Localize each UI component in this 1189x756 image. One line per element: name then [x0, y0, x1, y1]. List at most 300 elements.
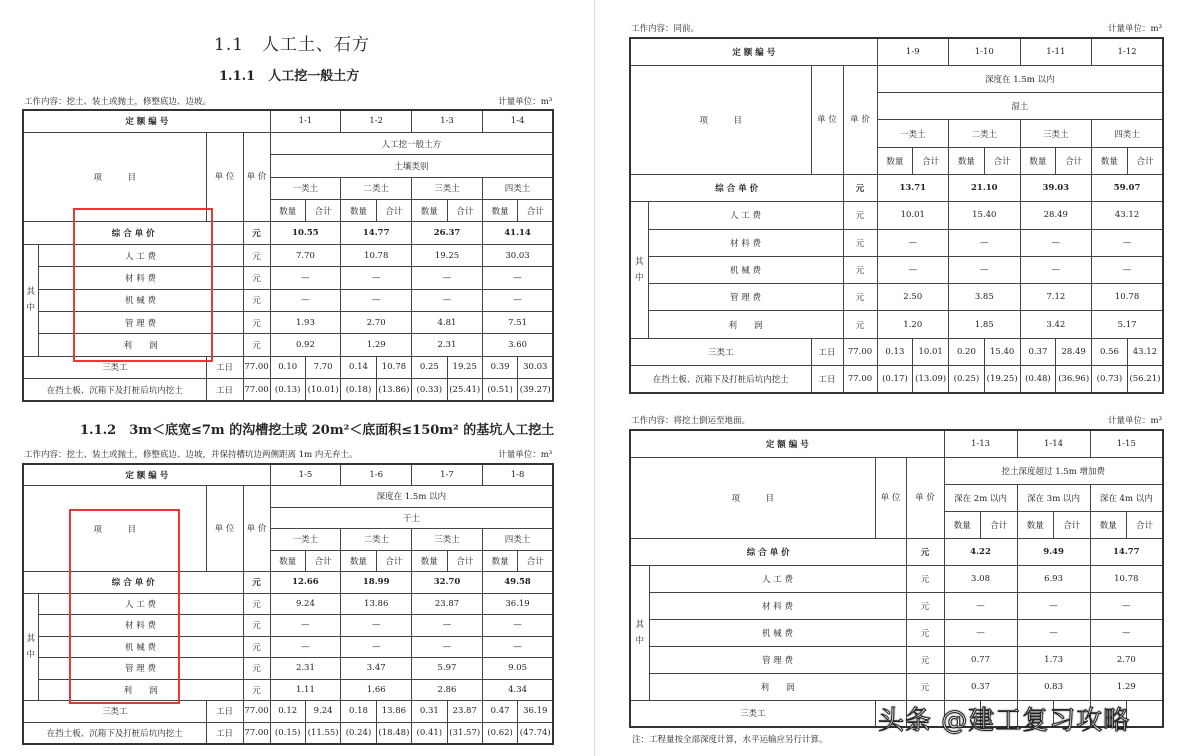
row-unit: 元 [243, 267, 270, 289]
labor-value: 0.37 [1020, 338, 1056, 365]
labor-value: (19.25) [984, 366, 1020, 393]
price-header: 单 价 [906, 457, 944, 538]
row-value: 7.51 [482, 312, 553, 334]
category-header: 人工挖一般土方 [270, 132, 553, 154]
row-label: 材 料 费 [649, 592, 906, 619]
subcategory-header: 一类土 [270, 529, 341, 551]
row-unit: 元 [843, 202, 877, 229]
labor-value: 0.31 [412, 701, 447, 723]
row-label: 利 润 [38, 334, 243, 356]
labor-value: (0.18) [341, 379, 376, 401]
row-label: 综 合 单 价 [630, 174, 843, 201]
of-which-label: 其 中 [23, 244, 38, 356]
quota-code: 1-5 [270, 464, 341, 486]
labor-value: (0.41) [412, 722, 447, 744]
subcategory-header: 四类土 [1092, 120, 1164, 147]
table-row [630, 38, 1163, 65]
labor-price: 77.00 [243, 356, 270, 378]
row-value: — [1017, 592, 1090, 619]
labor-price: 77.00 [843, 338, 877, 365]
total-header: 合计 [518, 200, 553, 222]
labor-value: (0.62) [482, 722, 517, 744]
subcategory-header: 三类土 [1020, 120, 1092, 147]
quota-code: 1-13 [944, 430, 1017, 457]
row-value: 13.86 [341, 593, 412, 615]
table-row [630, 65, 1163, 92]
row-value: 3.47 [341, 658, 412, 680]
row-value: 3.08 [944, 565, 1017, 592]
row-value: — [949, 229, 1021, 256]
row-unit: 元 [906, 619, 944, 646]
row-value: — [270, 267, 341, 289]
total-header: 合计 [376, 550, 411, 572]
quota-table [629, 37, 1164, 394]
labor-value: (13.09) [913, 366, 949, 393]
labor-value: (0.25) [949, 366, 985, 393]
table-row [23, 379, 553, 401]
qty-header: 数量 [482, 550, 517, 572]
row-unit: 元 [843, 256, 877, 283]
row-value: 4.81 [412, 312, 483, 334]
row-value: 10.55 [270, 222, 341, 244]
labor-value: (47.74) [518, 722, 553, 744]
row-value: 59.07 [1092, 174, 1164, 201]
quota-table [629, 429, 1164, 728]
table-row [630, 366, 1163, 393]
qty-header: 数量 [1090, 511, 1127, 538]
table-row [23, 132, 553, 154]
page-divider [594, 0, 595, 756]
subcategory-header: 四类土 [482, 529, 553, 551]
row-value: 41.14 [482, 222, 553, 244]
labor-value: (0.33) [412, 379, 447, 401]
row-value: 2.70 [1090, 646, 1163, 673]
labor-value [1127, 700, 1164, 727]
item-header: 项 目 [630, 457, 875, 538]
labor-value: (0.13) [270, 379, 305, 401]
total-header: 合计 [1056, 147, 1092, 174]
labor-value: 0.10 [270, 356, 305, 378]
labor-label: 三类工 [630, 700, 875, 727]
row-unit: 元 [906, 646, 944, 673]
labor-value: 9.24 [305, 701, 340, 723]
row-value: 19.25 [412, 244, 483, 266]
labor-value: 0.18 [341, 701, 376, 723]
row-value: 5.17 [1092, 311, 1164, 338]
labor-value: (31.57) [447, 722, 482, 744]
labor-value: (39.27) [518, 379, 553, 401]
quota-code: 1-1 [270, 110, 341, 132]
subcategory-header: 深在 2m 以内 [944, 484, 1017, 511]
row-label: 材 料 费 [38, 615, 243, 637]
total-header: 合计 [447, 550, 482, 572]
row-value: 2.50 [877, 284, 949, 311]
row-value: 9.05 [482, 658, 553, 680]
labor-value: (0.24) [341, 722, 376, 744]
row-value: 1.29 [341, 334, 412, 356]
of-which-label: 其 中 [630, 202, 648, 338]
table-row [630, 619, 1163, 646]
table-row [23, 110, 553, 132]
quota-code: 1-3 [412, 110, 483, 132]
row-unit: 元 [243, 679, 270, 701]
code-header: 定 额 编 号 [630, 430, 944, 457]
total-header: 合计 [1127, 511, 1164, 538]
row-value: — [270, 636, 341, 658]
row-value: 28.49 [1020, 202, 1092, 229]
category-header: 湿土 [877, 93, 1163, 120]
row-value: 6.93 [1017, 565, 1090, 592]
total-header: 合计 [305, 550, 340, 572]
row-label: 机 械 费 [38, 636, 243, 658]
qty-header: 数量 [412, 550, 447, 572]
labor-value: (0.51) [482, 379, 517, 401]
work-content: 工作内容：挖土、装土或抛土，修整底边、边坡。 [24, 97, 212, 107]
row-unit: 元 [243, 636, 270, 658]
labor-label: 三类工 [630, 338, 811, 365]
item-header: 项 目 [23, 486, 206, 572]
labor-value: 10.78 [376, 356, 411, 378]
row-label: 管 理 费 [648, 284, 843, 311]
row-value: 5.97 [412, 658, 483, 680]
labor-value: 10.01 [913, 338, 949, 365]
labor-value: 0.20 [949, 338, 985, 365]
row-value: 10.78 [1092, 284, 1164, 311]
row-value: — [877, 256, 949, 283]
row-label: 人 工 费 [38, 593, 243, 615]
labor-value: (0.15) [270, 722, 305, 744]
row-value: — [341, 636, 412, 658]
labor-value: (56.21) [1127, 366, 1163, 393]
code-header: 定 额 编 号 [23, 464, 270, 486]
row-unit: 元 [243, 244, 270, 266]
subcategory-header: 深在 3m 以内 [1017, 484, 1090, 511]
highlight-box-2 [69, 509, 180, 704]
labor-value: 23.87 [447, 701, 482, 723]
row-value: 9.49 [1017, 538, 1090, 565]
row-value: — [944, 619, 1017, 646]
table-row [630, 430, 1163, 457]
table-row [630, 646, 1163, 673]
row-unit: 元 [906, 538, 944, 565]
qty-header: 数量 [1020, 147, 1056, 174]
price-header: 单 价 [843, 65, 877, 174]
row-value: 2.86 [412, 679, 483, 701]
code-header: 定 额 编 号 [630, 38, 877, 65]
subcategory-header: 深在 4m 以内 [1090, 484, 1163, 511]
work-content: 工作内容：将挖土倒运至地面。 [631, 416, 751, 426]
row-value: — [1092, 256, 1164, 283]
labor-price: 77.00 [243, 379, 270, 401]
labor-value: 36.19 [518, 701, 553, 723]
row-value: — [877, 229, 949, 256]
table-row [23, 464, 553, 486]
row-value: 2.31 [412, 334, 483, 356]
table-row [630, 174, 1163, 201]
quota-code: 1-14 [1017, 430, 1090, 457]
row-unit: 元 [906, 673, 944, 700]
row-value: — [412, 615, 483, 637]
category-header: 挖土深度超过 1.5m 增加费 [944, 457, 1163, 484]
qty-header: 数量 [1092, 147, 1128, 174]
table-note: 注：工程量按全部深度计算，水平运输应另行计算。 [632, 735, 828, 745]
row-value: 43.12 [1092, 202, 1164, 229]
quota-code: 1-10 [949, 38, 1021, 65]
labor-value: (13.86) [376, 379, 411, 401]
row-value: 0.92 [270, 334, 341, 356]
labor-value: (25.41) [447, 379, 482, 401]
row-value: 12.66 [270, 572, 341, 594]
row-unit: 元 [843, 284, 877, 311]
table-row [630, 592, 1163, 619]
row-value: — [482, 615, 553, 637]
labor-value: 19.25 [447, 356, 482, 378]
row-label: 机 械 费 [38, 289, 243, 311]
row-value: 10.78 [341, 244, 412, 266]
row-unit: 元 [243, 334, 270, 356]
table-row [630, 229, 1163, 256]
of-which-label: 其 中 [23, 593, 38, 701]
row-value: 1.85 [949, 311, 1021, 338]
subcategory-header: 二类土 [949, 120, 1021, 147]
row-value: 3.60 [482, 334, 553, 356]
row-value: — [1020, 256, 1092, 283]
subsection-title-1-1-2: 1.1.2 3m＜底宽≤7m 的沟槽挖土或 20m²＜底面积≤150m² 的基坑人工挖土 [80, 423, 555, 438]
row-value: — [1092, 229, 1164, 256]
labor-value: 15.40 [984, 338, 1020, 365]
row-value: — [482, 289, 553, 311]
row-value: 0.77 [944, 646, 1017, 673]
table-row [630, 284, 1163, 311]
row-value: 21.10 [949, 174, 1021, 201]
row-value: — [944, 592, 1017, 619]
measure-unit: 计量单位：m³ [1108, 24, 1162, 34]
qty-header: 数量 [482, 200, 517, 222]
qty-header: 数量 [270, 550, 305, 572]
table-row [630, 256, 1163, 283]
qty-header: 数量 [877, 147, 913, 174]
labor-label: 在挡土板、沉箱下及打桩后坑内挖土 [23, 379, 206, 401]
qty-header: 数量 [270, 200, 305, 222]
row-unit: 元 [243, 658, 270, 680]
row-value: — [270, 615, 341, 637]
qty-header: 数量 [341, 550, 376, 572]
total-header: 合计 [518, 550, 553, 572]
row-value: 3.42 [1020, 311, 1092, 338]
row-unit: 元 [243, 289, 270, 311]
total-header: 合计 [305, 200, 340, 222]
table-row [630, 673, 1163, 700]
row-value: — [1017, 619, 1090, 646]
row-value: 2.31 [270, 658, 341, 680]
watermark: 头条 @建工复习攻略 [878, 706, 1131, 736]
row-label: 利 润 [38, 679, 243, 701]
row-label: 人 工 费 [649, 565, 906, 592]
labor-value: 0.13 [877, 338, 913, 365]
labor-label: 在挡土板、沉箱下及打桩后坑内挖土 [23, 722, 206, 744]
row-value: 10.78 [1090, 565, 1163, 592]
labor-label: 三类工 [23, 356, 206, 378]
code-header: 定 额 编 号 [23, 110, 270, 132]
row-value: — [482, 636, 553, 658]
table-row [630, 311, 1163, 338]
work-content: 工作内容：同前。 [631, 24, 700, 34]
row-value: 14.77 [1090, 538, 1163, 565]
labor-unit: 工日 [206, 356, 243, 378]
row-label: 人 工 费 [648, 202, 843, 229]
row-value: — [482, 267, 553, 289]
category-header: 土壤类别 [270, 155, 553, 177]
row-value: — [949, 256, 1021, 283]
subcategory-header: 二类土 [341, 529, 412, 551]
row-unit: 元 [243, 222, 270, 244]
row-label: 机 械 费 [649, 619, 906, 646]
row-value: — [341, 267, 412, 289]
category-header: 深度在 1.5m 以内 [877, 65, 1163, 92]
row-value: 36.19 [482, 593, 553, 615]
row-value: — [341, 615, 412, 637]
section-title: 1.1 人工土、石方 [214, 35, 371, 55]
labor-value: 7.70 [305, 356, 340, 378]
total-header: 合计 [376, 200, 411, 222]
unit-header: 单 位 [206, 486, 243, 572]
labor-value: (10.01) [305, 379, 340, 401]
row-unit: 元 [243, 593, 270, 615]
row-value: 7.12 [1020, 284, 1092, 311]
row-value: 1.11 [270, 679, 341, 701]
row-value: 1.73 [1017, 646, 1090, 673]
labor-value: (11.55) [305, 722, 340, 744]
row-value: 39.03 [1020, 174, 1092, 201]
subcategory-header: 一类土 [270, 177, 341, 199]
row-value: 13.71 [877, 174, 949, 201]
labor-unit: 工日 [206, 379, 243, 401]
qty-header: 数量 [944, 511, 981, 538]
table-row [630, 565, 1163, 592]
table-row [630, 202, 1163, 229]
row-unit: 元 [843, 229, 877, 256]
total-header: 合计 [981, 511, 1018, 538]
qty-header: 数量 [341, 200, 376, 222]
row-value: 15.40 [949, 202, 1021, 229]
highlight-box-1 [73, 208, 213, 362]
subcategory-header: 四类土 [482, 177, 553, 199]
labor-value: (0.48) [1020, 366, 1056, 393]
measure-unit: 计量单位：m³ [498, 97, 553, 107]
total-header: 合计 [1127, 147, 1163, 174]
row-unit: 元 [243, 572, 270, 594]
price-header: 单 价 [243, 486, 270, 572]
row-unit: 元 [906, 592, 944, 619]
work-content: 工作内容：挖土、装土或抛土，修整底边、边坡，并保持槽坑边两侧距离 1m 内无弃土。 [24, 450, 358, 460]
quota-code: 1-9 [877, 38, 949, 65]
table-row [23, 486, 553, 508]
row-label: 人 工 费 [38, 244, 243, 266]
row-value: 1.29 [1090, 673, 1163, 700]
quota-code: 1-7 [412, 464, 483, 486]
labor-value: 13.86 [376, 701, 411, 723]
row-label: 管 理 费 [38, 658, 243, 680]
labor-price: 77.00 [243, 701, 270, 723]
labor-value: 28.49 [1056, 338, 1092, 365]
subcategory-header: 三类土 [412, 529, 483, 551]
row-value: 4.34 [482, 679, 553, 701]
row-unit: 元 [843, 174, 877, 201]
row-value: 49.58 [482, 572, 553, 594]
labor-label: 三类工 [23, 701, 206, 723]
labor-value: 0.14 [341, 356, 376, 378]
row-value: 10.01 [877, 202, 949, 229]
quota-code: 1-4 [482, 110, 553, 132]
item-header: 项 目 [23, 132, 206, 222]
row-label: 材 料 费 [648, 229, 843, 256]
row-label: 管 理 费 [649, 646, 906, 673]
row-label: 机 械 费 [648, 256, 843, 283]
row-value: 26.37 [412, 222, 483, 244]
row-value: 7.70 [270, 244, 341, 266]
labor-value: 0.39 [482, 356, 517, 378]
row-value: 0.83 [1017, 673, 1090, 700]
of-which-label: 其 中 [630, 565, 649, 700]
total-header: 合计 [913, 147, 949, 174]
row-value: 9.24 [270, 593, 341, 615]
row-value: 30.03 [482, 244, 553, 266]
qty-header: 数量 [1017, 511, 1054, 538]
table-row [630, 538, 1163, 565]
labor-value: 30.03 [518, 356, 553, 378]
table-row [630, 457, 1163, 484]
row-value: — [1090, 592, 1163, 619]
labor-value: 0.56 [1092, 338, 1128, 365]
labor-value: 0.25 [412, 356, 447, 378]
quota-code: 1-2 [341, 110, 412, 132]
row-label: 综 合 单 价 [23, 572, 243, 594]
total-header: 合计 [447, 200, 482, 222]
row-value: 23.87 [412, 593, 483, 615]
quota-code: 1-11 [1020, 38, 1092, 65]
row-value: 2.70 [341, 312, 412, 334]
labor-label: 在挡土板、沉箱下及打桩后坑内挖土 [630, 366, 811, 393]
row-label: 利 润 [649, 673, 906, 700]
row-value: 32.70 [412, 572, 483, 594]
price-header: 单 价 [243, 132, 270, 222]
category-header: 深度在 1.5m 以内 [270, 486, 553, 508]
row-label: 管 理 费 [38, 312, 243, 334]
labor-unit: 工日 [206, 722, 243, 744]
labor-price: 77.00 [243, 722, 270, 744]
row-value: 0.37 [944, 673, 1017, 700]
qty-header: 数量 [412, 200, 447, 222]
labor-value: (0.73) [1092, 366, 1128, 393]
labor-value: (18.48) [376, 722, 411, 744]
row-value: 1.20 [877, 311, 949, 338]
row-value: 18.99 [341, 572, 412, 594]
subcategory-header: 三类土 [412, 177, 483, 199]
labor-price: 77.00 [843, 366, 877, 393]
row-value: 1.66 [341, 679, 412, 701]
row-value: — [412, 636, 483, 658]
table-row [23, 722, 553, 744]
qty-header: 数量 [949, 147, 985, 174]
row-value: 4.22 [944, 538, 1017, 565]
unit-header: 单 位 [811, 65, 843, 174]
quota-code: 1-8 [482, 464, 553, 486]
item-header: 项 目 [630, 65, 811, 174]
labor-value: 43.12 [1127, 338, 1163, 365]
unit-header: 单 位 [875, 457, 906, 538]
labor-unit: 工日 [206, 701, 243, 723]
labor-value: 0.47 [482, 701, 517, 723]
